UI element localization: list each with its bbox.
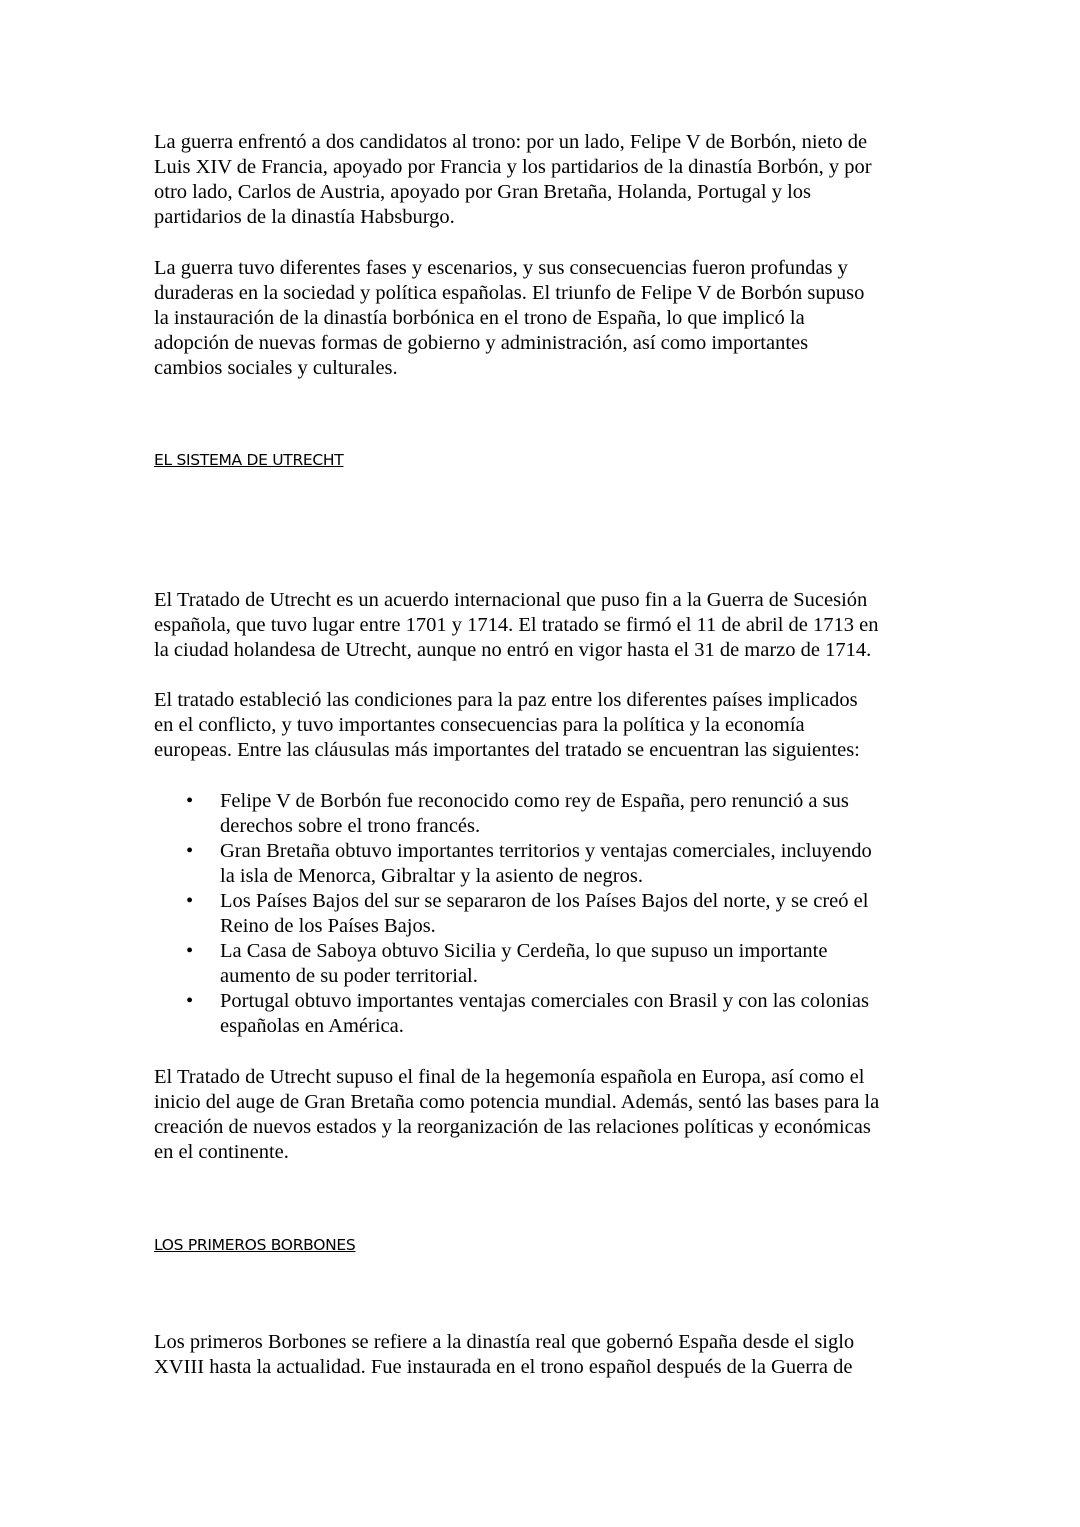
text-line: • La Casa de Saboya obtuvo Sicilia y Cerdeña, lo que supuso un importante — [220, 940, 828, 962]
section-heading-borbones: LOS PRIMEROS BORBONES — [154, 1236, 356, 1254]
text-line: adopción de nuevas formas de gobierno y administración, así como importantes — [154, 332, 809, 354]
paragraph-borbones-intro — [154, 1330, 954, 1380]
text-line: la ciudad holandesa de Utrecht, aunque no entró en vigor hasta el 31 de marzo de 1714. — [154, 639, 872, 661]
list-item — [154, 989, 954, 1039]
clauses-list — [154, 789, 954, 1039]
paragraph-candidates — [154, 130, 954, 230]
text-line: partidarios de la dinastía Habsburgo. — [154, 206, 455, 228]
text-line: española, que tuvo lugar entre 1701 y 1714. El tratado se firmó el 11 de abril de 1713 en — [154, 614, 879, 636]
text-line: en el conflicto, y tuvo importantes consecuencias para la política y la economía — [154, 714, 805, 736]
list-item — [154, 789, 954, 839]
text-line: El Tratado de Utrecht supuso el final de la hegemonía española en Europa, así como el — [154, 1066, 865, 1088]
text-line: cambios sociales y culturales. — [154, 357, 398, 379]
list-item — [154, 889, 954, 939]
text-line: La guerra enfrentó a dos candidatos al trono: por un lado, Felipe V de Borbón, nieto de — [154, 131, 868, 153]
text-line: la instauración de la dinastía borbónica en el trono de España, lo que implicó la — [154, 307, 805, 329]
paragraph-war-consequences — [154, 256, 954, 381]
text-line: • Los Países Bajos del sur se separaron de los Países Bajos del norte, y se creó el — [220, 890, 869, 912]
paragraph-utrecht-conclusion — [154, 1065, 954, 1165]
paragraph-utrecht-conditions — [154, 688, 954, 763]
text-line: • Felipe V de Borbón fue reconocido como rey de España, pero renunció a sus — [220, 790, 849, 812]
text-line: otro lado, Carlos de Austria, apoyado por Gran Bretaña, Holanda, Portugal y los — [154, 181, 811, 203]
text-line: inicio del auge de Gran Bretaña como potencia mundial. Además, sentó las bases para la — [154, 1091, 880, 1113]
section-heading-utrecht: EL SISTEMA DE UTRECHT — [154, 451, 344, 469]
text-line: Luis XIV de Francia, apoyado por Francia y los partidarios de la dinastía Borbón, y por — [154, 156, 872, 178]
text-line: La guerra tuvo diferentes fases y escenarios, y sus consecuencias fueron profundas y — [154, 257, 848, 279]
text-line: europeas. Entre las cláusulas más importantes del tratado se encuentran las siguientes: — [154, 739, 860, 761]
text-line: en el continente. — [154, 1141, 289, 1163]
text-line: XVIII hasta la actualidad. Fue instaurada en el trono español después de la Guerra de — [154, 1356, 853, 1378]
text-line: • Portugal obtuvo importantes ventajas comerciales con Brasil y con las colonias — [220, 990, 870, 1012]
text-line: Reino de los Países Bajos. — [220, 915, 436, 937]
text-line: españolas en América. — [220, 1015, 404, 1037]
text-line: la isla de Menorca, Gibraltar y la asiento de negros. — [220, 865, 643, 887]
text-line: • Gran Bretaña obtuvo importantes territorios y ventajas comerciales, incluyendo — [220, 840, 872, 862]
list-item — [154, 839, 954, 889]
text-line: Los primeros Borbones se refiere a la dinastía real que gobernó España desde el siglo — [154, 1331, 855, 1353]
text-line: creación de nuevos estados y la reorganización de las relaciones políticas y económicas — [154, 1116, 871, 1138]
text-line: aumento de su poder territorial. — [220, 965, 478, 987]
text-line: derechos sobre el trono francés. — [220, 815, 481, 837]
list-item — [154, 939, 954, 989]
text-line: duraderas en la sociedad y política españolas. El triunfo de Felipe V de Borbón supuso — [154, 282, 865, 304]
text-line: El Tratado de Utrecht es un acuerdo internacional que puso fin a la Guerra de Sucesión — [154, 589, 868, 611]
text-line: El tratado estableció las condiciones para la paz entre los diferentes países implicados — [154, 689, 858, 711]
paragraph-utrecht-intro — [154, 588, 954, 663]
